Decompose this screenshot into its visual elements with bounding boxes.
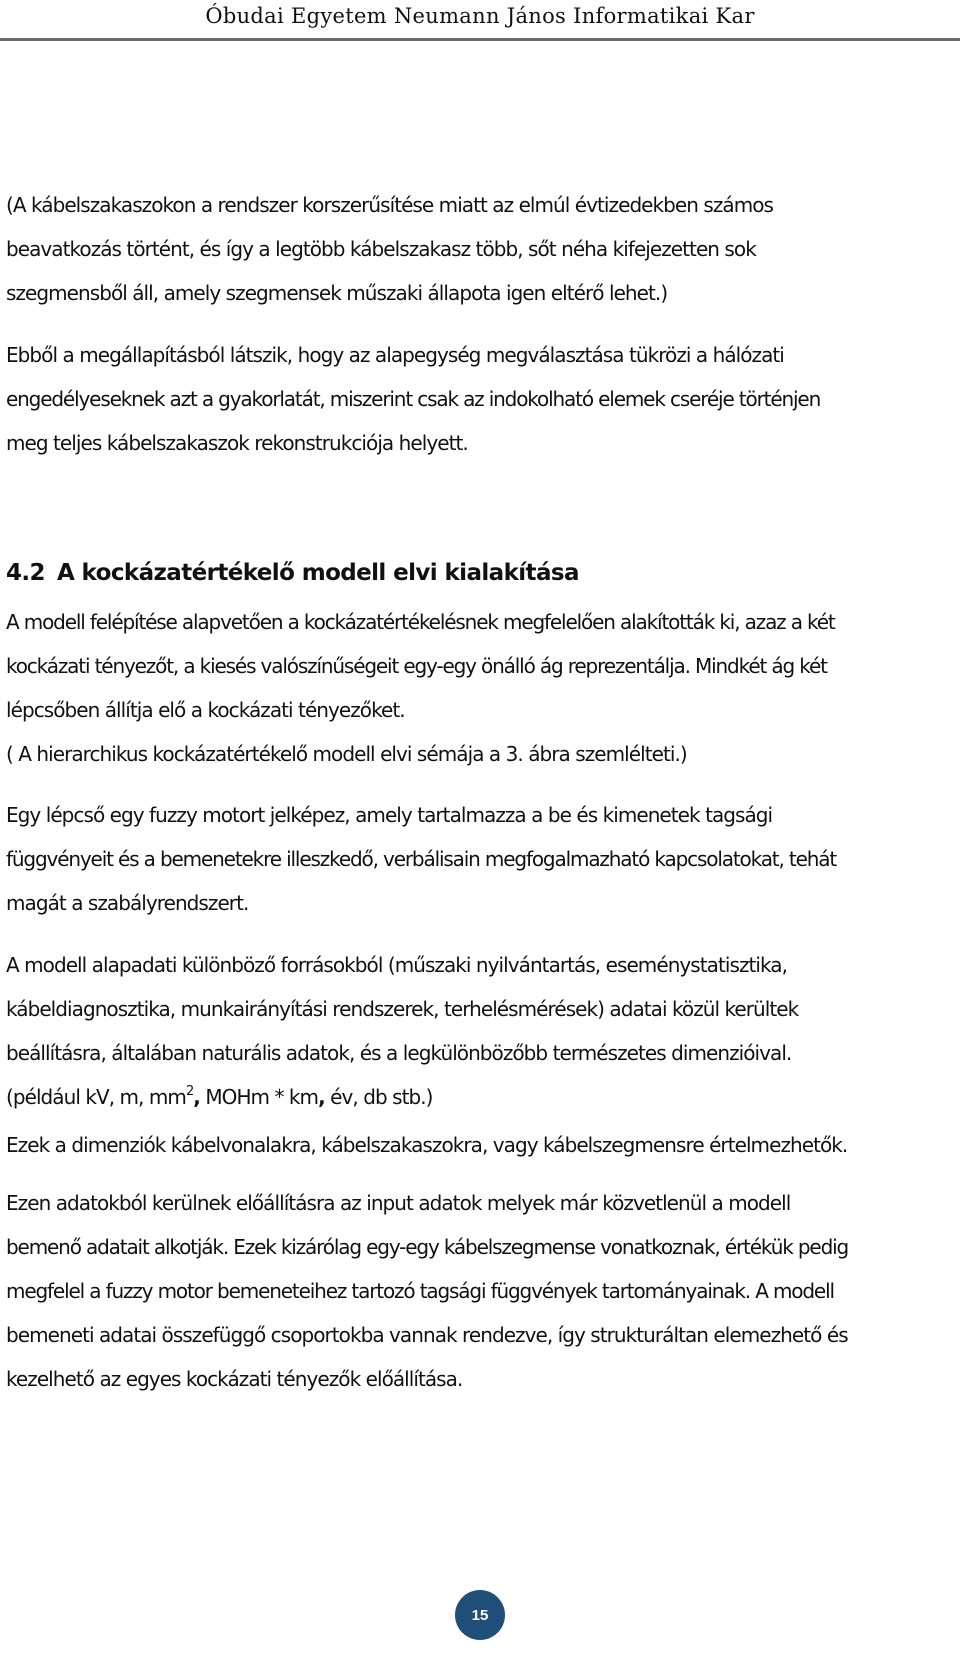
paragraph-line: beavatkozás történt, és így a legtöbb kábelszakasz több, sőt néha kifejezetten sok [6,237,756,261]
paragraph-line: Egy lépcső egy fuzzy motort jelképez, amely tartalmazza a be és kimenetek tagsági [6,803,773,827]
section-title: A kockázatértékelő modell elvi kialakítása [56,560,579,586]
paragraph-line: ( A hierarchikus kockázatértékelő modell elvi sémája a 3. ábra szemlélteti.) [6,742,687,766]
paragraph-line: Ezen adatokból kerülnek előállításra az input adatok melyek már közvetlenül a modell [6,1191,791,1215]
header-rule [0,38,960,41]
paragraph-line: kábeldiagnosztika, munkairányítási rendszerek, terhelésmérések) adatai közül kerültek [6,997,799,1021]
paragraph-line: magát a szabályrendszert. [6,891,249,915]
section-heading [6,560,579,586]
paragraph-1 [6,183,956,315]
paragraph-line: megfelel a fuzzy motor bemeneteihez tartozó tagsági függvények tartományainak. A modell [6,1279,834,1303]
paragraph-6 [6,1181,956,1401]
paragraph-line: kockázati tényezőt, a kiesés valószínűségeit egy-egy önálló ág reprezentálja. Mindkét ág két [6,654,827,678]
section-number: 4.2 [6,560,45,586]
units-prefix: (például kV, m, mm [6,1085,186,1109]
paragraph-line: A modell alapadati különböző forrásokból (műszaki nyilvántartás, eseménystatisztika, [6,953,787,977]
bold-comma: , [318,1085,325,1109]
superscript: 2 [185,1084,194,1099]
paragraph-line: bemeneti adatai összefüggő csoportokba vannak rendezve, így strukturáltan elemezhető és [6,1323,848,1347]
paragraph-line: meg teljes kábelszakaszok rekonstrukciója helyett. [6,431,468,455]
paragraph-line: A modell felépítése alapvetően a kockázatértékelésnek megfelelően alakították ki, azaz a két [6,610,835,634]
paragraph-4 [6,793,956,925]
units-line [6,1075,956,1123]
paragraph-3 [6,600,956,776]
paragraph-line: függvényeit és a bemenetekre illeszkedő, verbálisain megfogalmazható kapcsolatokat, tehát [6,847,837,871]
paragraph-line: engedélyeseknek azt a gyakorlatát, miszerint csak az indokolható elemek cseréje történjen [6,387,821,411]
paragraph-5 [6,943,956,1167]
paragraph-line: (A kábelszakaszokon a rendszer korszerűsítése miatt az elmúl évtizedekben számos [6,193,774,217]
paragraph-line: lépcsőben állítja elő a kockázati tényezőket. [6,698,405,722]
page-number: 15 [471,1606,489,1624]
paragraph-line: beállításra, általában naturális adatok, és a legkülönbözőbb természetes dimenzióival. [6,1041,792,1065]
paragraph-line: szegmensből áll, amely szegmensek műszaki állapota igen eltérő lehet.) [6,281,668,305]
paragraph-line: bemenő adatait alkotják. Ezek kizárólag egy-egy kábelszegmense vonatkoznak, értékük pedig [6,1235,849,1259]
page-number-badge [455,1590,505,1640]
units-suffix: év, db stb.) [324,1085,433,1109]
running-header: Óbudai Egyetem Neumann János Informatikai Kar [205,4,755,28]
units-middle: MOHm * km [199,1085,319,1109]
paragraph-line: Ezek a dimenziók kábelvonalakra, kábelszakaszokra, vagy kábelszegmensre értelmezhetők. [6,1133,848,1157]
paragraph-2 [6,333,956,465]
paragraph-line: Ebből a megállapításból látszik, hogy az alapegység megválasztása tükrözi a hálózati [6,343,784,367]
paragraph-line: kezelhető az egyes kockázati tényezők előállítása. [6,1367,463,1391]
bold-comma: , [193,1085,200,1109]
